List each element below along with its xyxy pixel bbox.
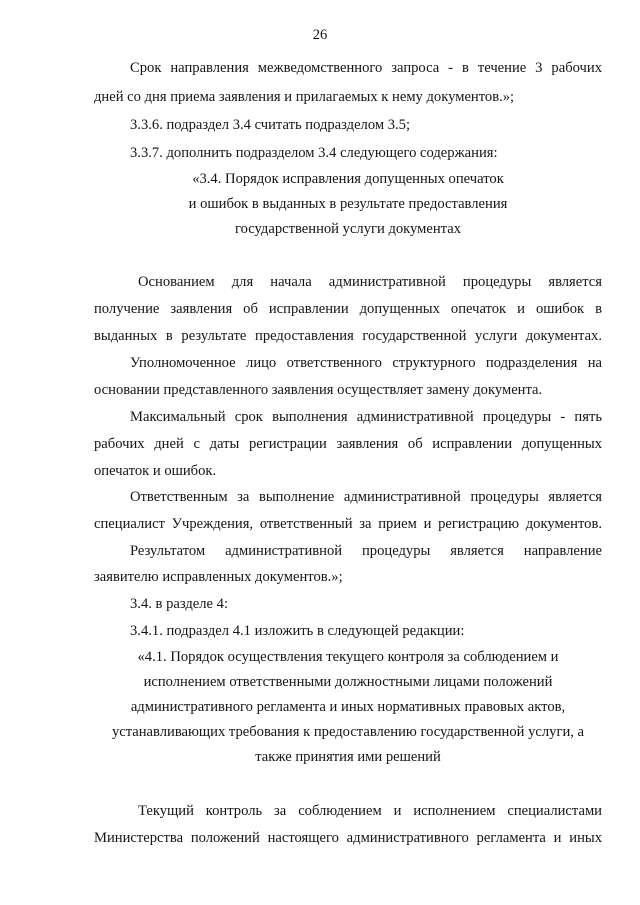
body-line: Максимальный срок выполнения административной процедуры - пять bbox=[130, 409, 602, 425]
body-line: Ответственным за выполнение административной процедуры является bbox=[130, 489, 602, 505]
list-item-line: 3.4. в разделе 4: bbox=[130, 596, 229, 612]
body-line: основании представленного заявления осуществляет замену документа. bbox=[94, 382, 543, 398]
body-line: опечаток и ошибок. bbox=[94, 463, 217, 479]
section-heading-line: исполнением ответственными должностными лицами положений bbox=[143, 674, 553, 690]
body-line: выданных в результате предоставления государственной услуги документах. bbox=[94, 328, 602, 344]
section-heading-line: устанавливающих требования к предоставлению государственной услуги, а bbox=[111, 724, 585, 740]
body-line: получение заявления об исправлении допущенных опечаток и ошибок в bbox=[94, 301, 602, 317]
body-line: Уполномоченное лицо ответственного структурного подразделения на bbox=[130, 355, 602, 371]
body-line: Текущий контроль за соблюдением и исполнением специалистами bbox=[138, 803, 602, 819]
body-line: Срок направления межведомственного запроса - в течение 3 рабочих bbox=[130, 60, 602, 76]
list-item-line: 3.3.7. дополнить подразделом 3.4 следующего содержания: bbox=[130, 145, 498, 161]
body-line: дней со дня приема заявления и прилагаемых к нему документов.»; bbox=[94, 89, 515, 105]
section-heading-line: и ошибок в выданных в результате предоставления bbox=[188, 196, 508, 212]
body-line: специалист Учреждения, ответственный за прием и регистрацию документов. bbox=[94, 516, 602, 532]
body-line: Основанием для начала административной процедуры является bbox=[138, 274, 602, 290]
body-line: заявителю исправленных документов.»; bbox=[94, 569, 343, 585]
section-heading-line: государственной услуги документах bbox=[234, 221, 462, 237]
section-heading-line: «3.4. Порядок исправления допущенных опечаток bbox=[192, 171, 504, 187]
list-item-line: 3.3.6. подраздел 3.4 считать подразделом 3.5; bbox=[130, 117, 411, 133]
list-item-line: 3.4.1. подраздел 4.1 изложить в следующей редакции: bbox=[130, 623, 465, 639]
section-heading-line: административного регламента и иных нормативных правовых актов, bbox=[130, 699, 566, 715]
section-heading-line: «4.1. Порядок осуществления текущего контроля за соблюдением и bbox=[137, 649, 559, 665]
page-number: 26 bbox=[312, 27, 328, 43]
body-line: рабочих дней с даты регистрации заявления об исправлении допущенных bbox=[94, 436, 602, 452]
section-heading-line: также принятия ими решений bbox=[255, 749, 441, 765]
body-line: Министерства положений настоящего административного регламента и иных bbox=[94, 830, 602, 846]
body-line: Результатом административной процедуры является направление bbox=[130, 543, 602, 559]
